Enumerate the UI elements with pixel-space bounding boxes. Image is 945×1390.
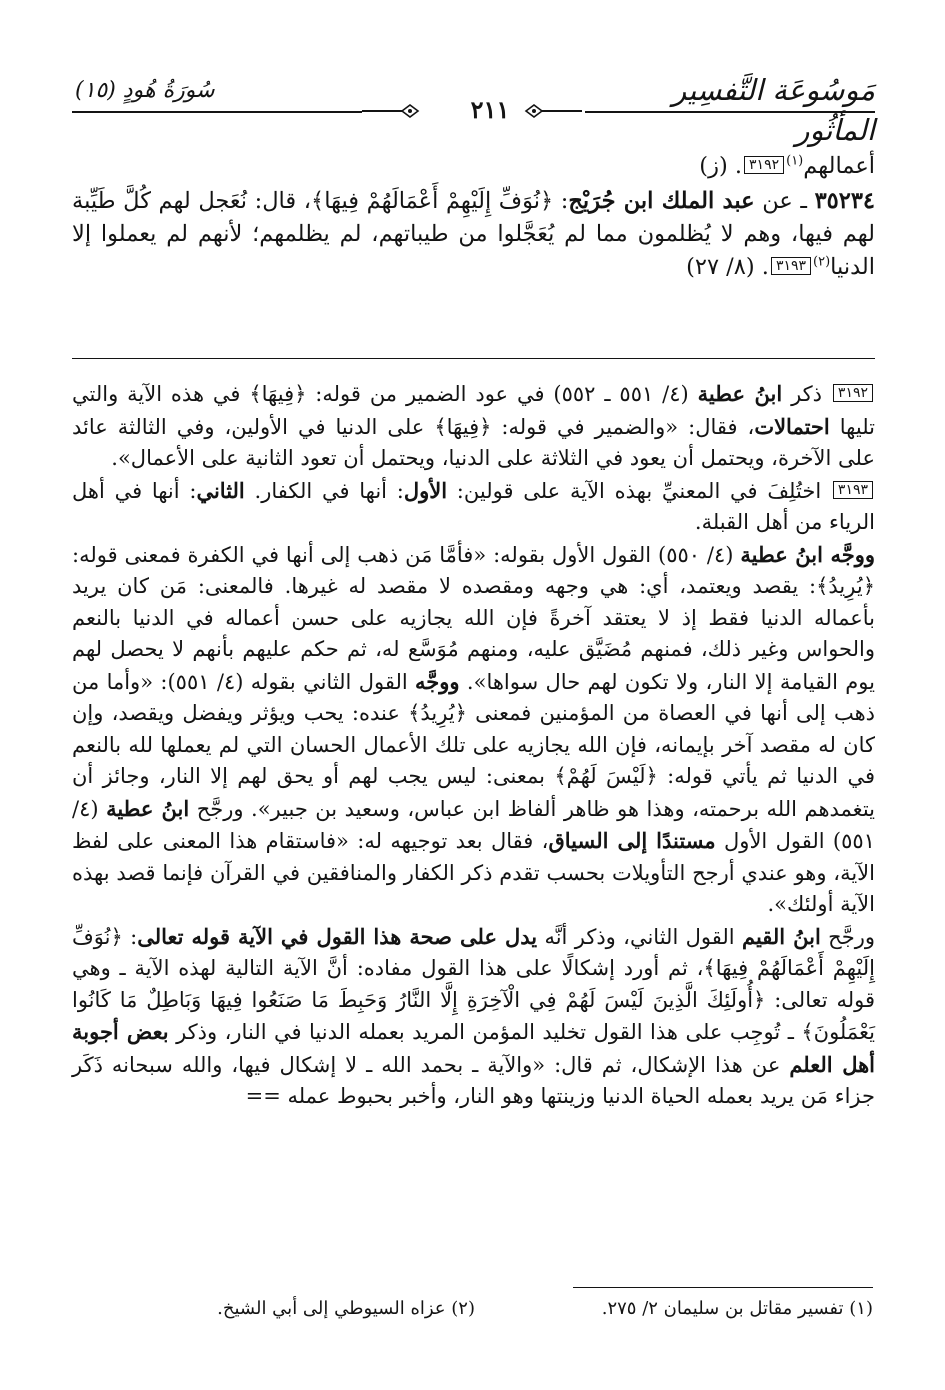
- athar-paragraph: ٣٥٢٣٤ ـ عن عبد الملك ابن جُرَيْج: ﴿نُوَفِّ إِلَيْهِمْ أَعْمَالَهُمْ فِيهَا﴾، قال: نُعَجل لهم كُلَّ طَيِّبة لهم فيها، وهم لا يُظلمون مما لم يُعَجَّلوا من طيباتهم، لم يظلمهم؛ لأنهم لم يعملوا إلا الدنيا$^{(٢)}$٣١٩٣. (٨/ ٢٧): [72, 188, 875, 280]
- header-rule-left: [72, 111, 362, 113]
- note-3192: ٣١٩٢ ذكر ابنُ عطية (٤/ ٥٥١ ـ ٥٥٢) في عود الضمير من قوله: ﴿فِيهَا﴾ في هذه الآية والتي تليها احتمالات، فقال: «والضمير في قوله: ﴿فِيهَا﴾ على الدنيا في الأولين، وفي الثالثة عائد على الآخرة، ويحتمل أن يعود في الثلاثة على الدنيا، ويحتمل أن تعود الثانية على الأعمال».: [72, 381, 875, 470]
- footnote-rule: [573, 1287, 873, 1288]
- commentary-notes: [72, 378, 875, 1113]
- footnote-2: (٢) عزاه السيوطي إلى أبي الشيخ.: [217, 1298, 475, 1319]
- cross-ref-box: ٣١٩٣: [771, 257, 811, 275]
- note-3193: ٣١٩٣ اختُلِفَ في المعنيِّ بهذه الآية على قولين: الأول: أنها في الكفار. الثاني: أنها في أهل الرياء من أهل القبلة.: [72, 477, 875, 534]
- cross-ref-box: ٣١٩٢: [744, 156, 784, 174]
- athar-number: ٣٥٢٣٤: [814, 188, 875, 214]
- note-ibn-atiyya: ووجَّه ابنُ عطية (٤/ ٥٥٠) القول الأول بقوله: «فأمَّا مَن ذهب إلى أنها في الكفرة فمعنى قوله: ﴿يُرِيدُ﴾: يقصد ويعتمد، أي: هي وجهه ومقصده لا مقصد له غيرها. فالمعنى: مَن كان يريد بأعماله الدنيا فقط إذ لا يعتقد آخرةً فإن الله يجازيه على حسن أعماله في الدنيا بالنعم والحواس وغير ذلك، فمنهم مُضَيَّق عليه، ومنهم مُوَسَّع له، ثم حكم عليهم بأنهم لا يحصل لهم يوم القيامة إلا النار، ولا تكون لهم حال سواها». ووجَّه القول الثاني بقوله (٤/ ٥٥١): «وأما من ذهب إلى أنها في العصاة من المؤمنين فمعنى ﴿يُرِيدُ﴾ عنده: يحب ويؤثر ويفضل ويقصد، وإن كان له مقصد آخر بإيمانه، فإن الله يجازيه على تلك الأعمال الحسان التي لم يعملها لله بالنعم في الدنيا ثم يأتي قوله: ﴿لَيْسَ لَهُمْ﴾ بمعنى: ليس يجب لهم أو يحق لهم إلا النار، وجائز أن يتغمدهم الله برحمته، وهذا هو ظاهر ألفاظ ابن عباس، وسعيد بن جبير». ورجَّح ابنُ عطية (٤/ ٥٥١) القول الأول مستندًا إلى السياق، فقال بعد توجيهه له: «فاستقام هذا المعنى على لفظ الآية، وهو عندي أرجح التأويلات بحسب تقدم ذكر الكفار والمنافقين في القرآن فإنما قصد بهذه الآية أولئك».: [72, 541, 875, 916]
- section-separator: [72, 358, 875, 359]
- narrator-name: عبد الملك ابن جُرَيْج: [568, 188, 755, 214]
- note-ref-box: ٣١٩٢: [833, 384, 873, 402]
- main-text: [72, 150, 875, 284]
- footnote-1: (١) تفسير مقاتل بن سليمان ٢/ ٢٧٥.: [601, 1298, 873, 1319]
- main-line-1: أعمالهم$^{(١)}$٣١٩٢. (ز): [699, 153, 875, 179]
- note-ibn-qayyim: ورجَّح ابنُ القيم القول الثاني، وذكر أنَّه يدل على صحة هذا القول في الآية قوله تعالى: ﴿نُوَفِّ إِلَيْهِمْ أَعْمَالَهُمْ فِيهَا﴾، ثم أورد إشكالًا على هذا القول مفاده: أنَّ الآية التالية لهذه الآية ـ وهي قوله تعالى: ﴿أُولَئِكَ الَّذِينَ لَيْسَ لَهُمْ فِي الْآخِرَةِ إِلَّا النَّارُ وَحَبِطَ مَا صَنَعُوا فِيهَا وَبَاطِلٌ مَا كَانُوا يَعْمَلُونَ﴾ ـ تُوجِب على هذا القول تخليد المؤمن المريد بعمله الدنيا في النار، وذكر بعض أجوبة أهل العلم عن هذا الإشكال، ثم قال: «والآية ـ بحمد الله ـ لا إشكال فيها، والله سبحانه ذَكَر جزاء مَن يريد بعمله الحياة الدنيا وزينتها وهو النار، وأخبر بحبوط عمله ==: [72, 923, 876, 1108]
- header-rule-right: [585, 111, 875, 113]
- note-ref-box: ٣١٩٣: [833, 481, 873, 499]
- ornament-right: [522, 103, 582, 119]
- surah-label: سُورَةُ هُودٍ (١٥): [75, 78, 215, 103]
- ornament-left: [362, 103, 422, 119]
- page-number: ٢١١: [470, 95, 510, 124]
- book-title: مَوسُوعَة التَّفسِير المأثُور: [672, 73, 875, 147]
